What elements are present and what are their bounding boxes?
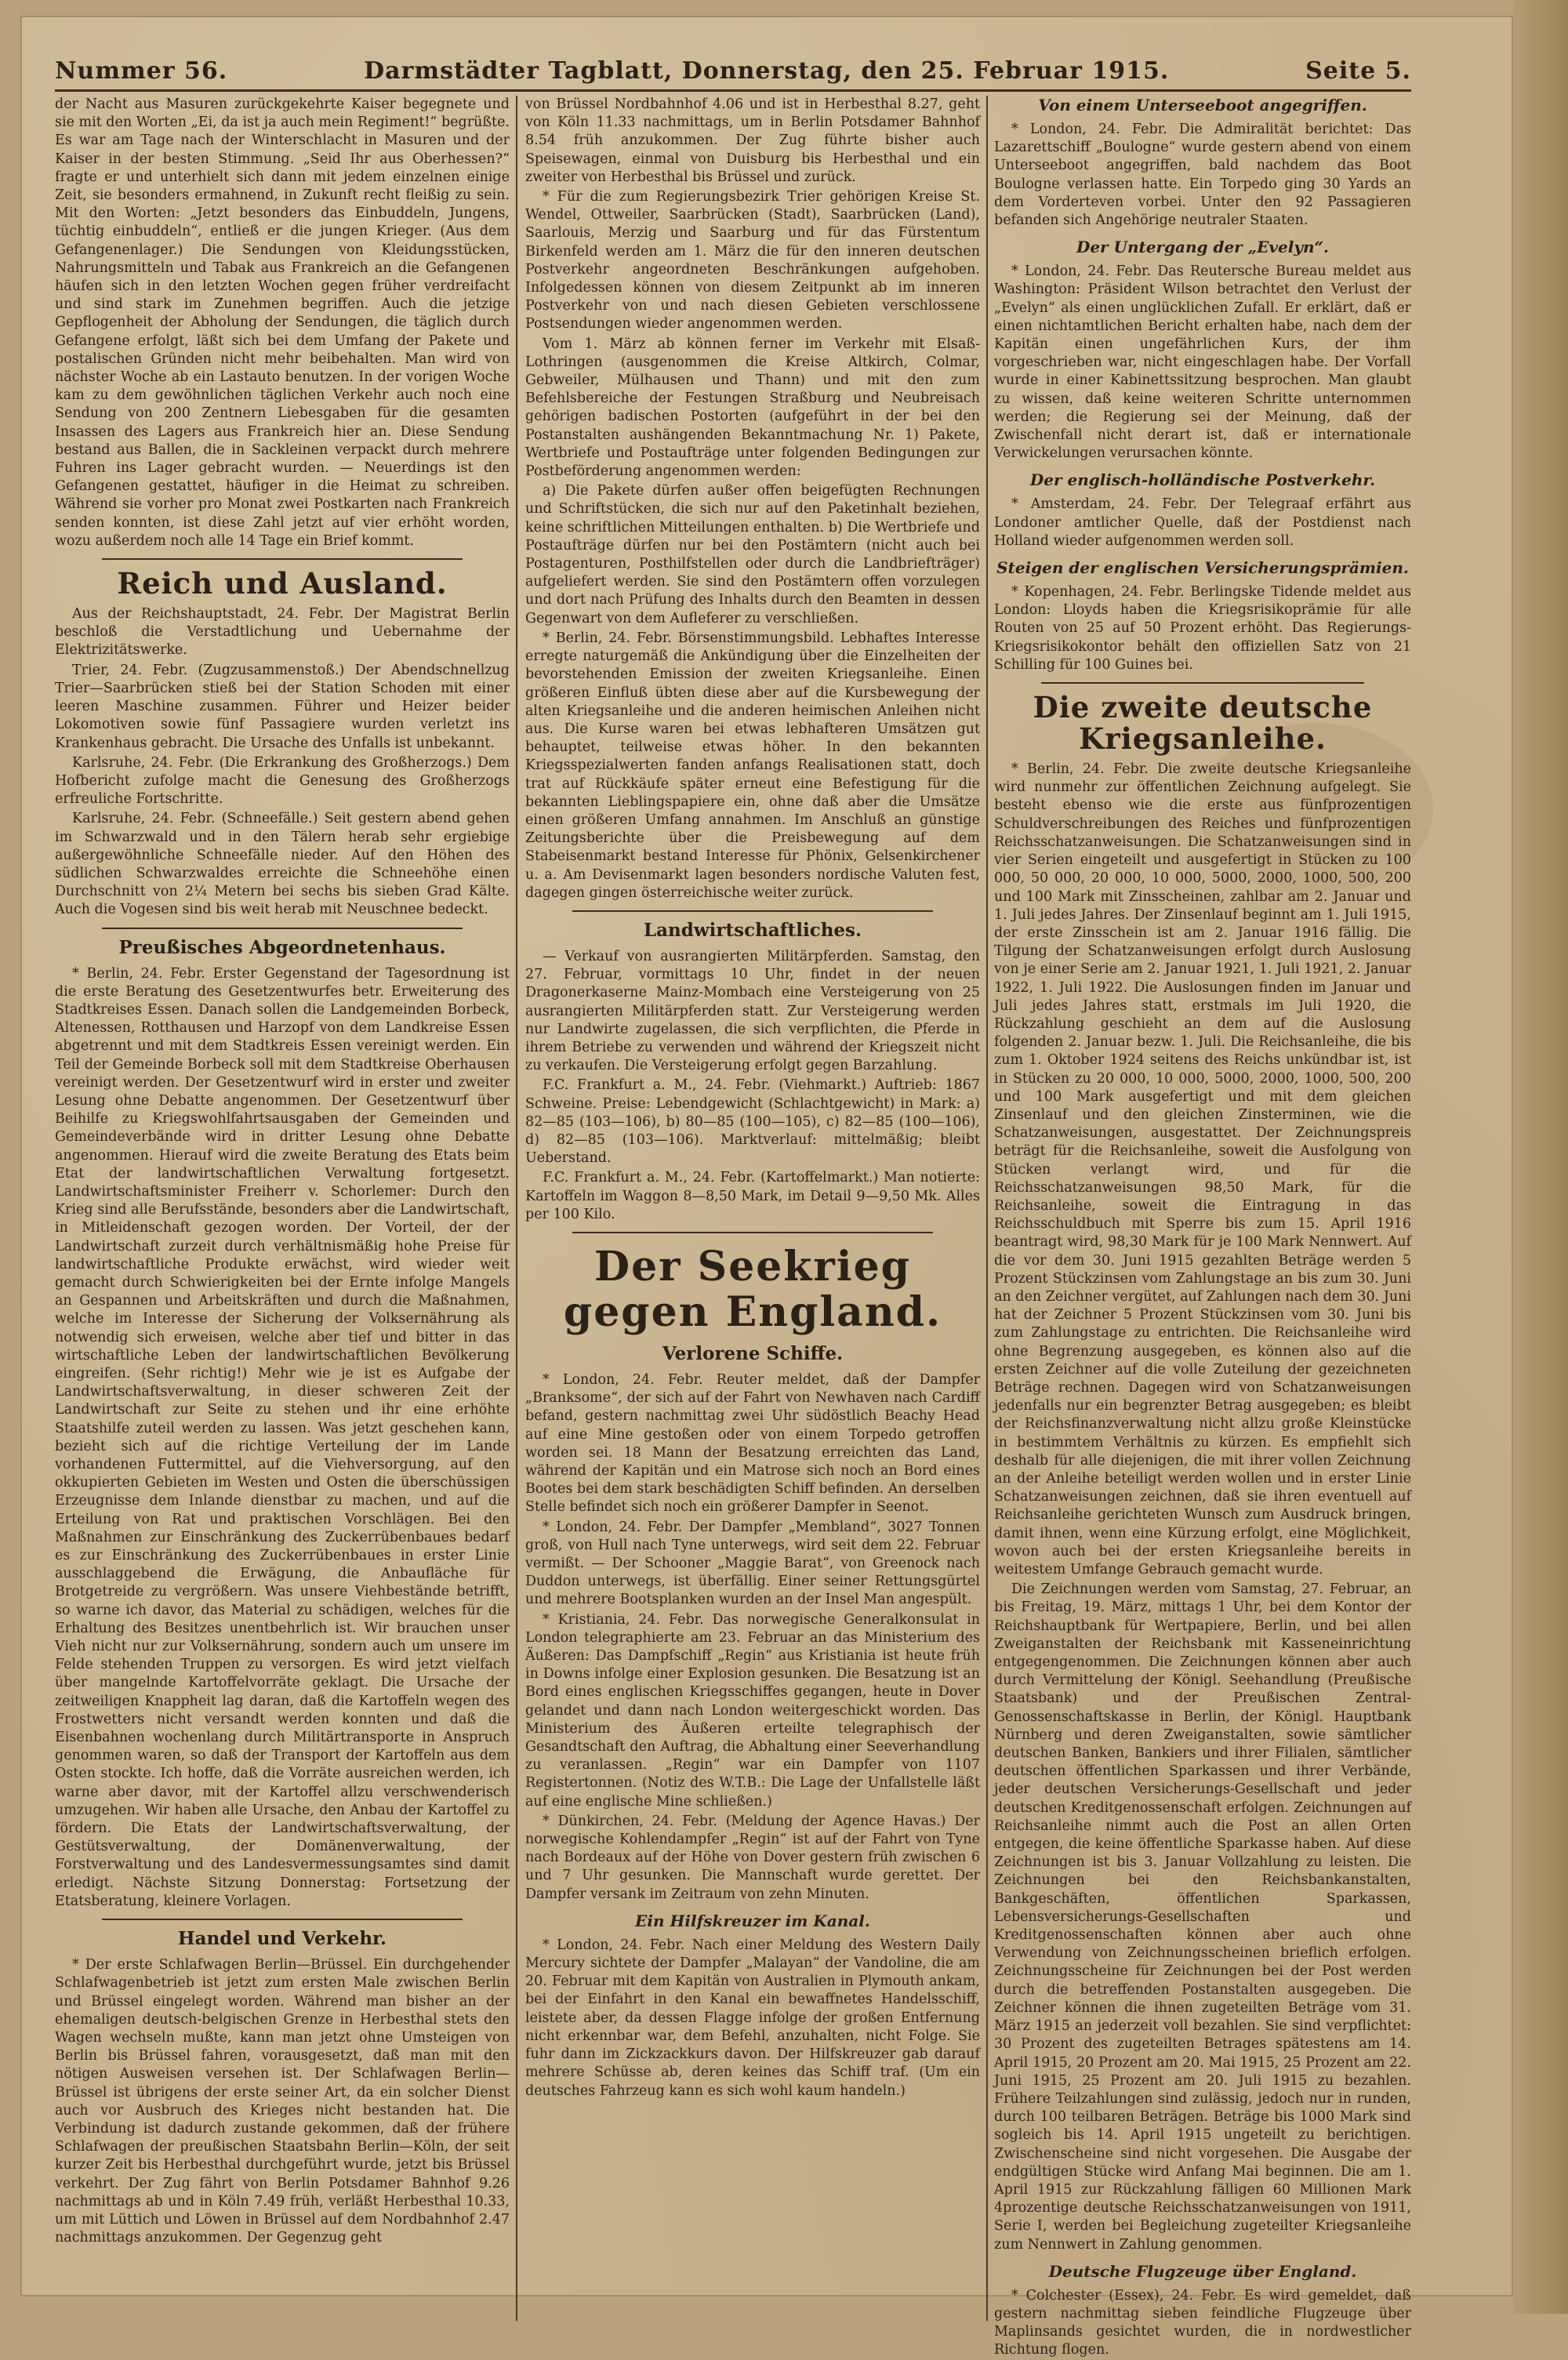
- newspaper-title-line: Darmstädter Tagblatt, Donnerstag, den 25. Februar 1915.: [364, 56, 1170, 85]
- article-paragraph: * Für die zum Regierungsbezirk Trier gehörigen Kreise St. Wendel, Ottweiler, Saarbrücken (Stadt), Saarbrücken (Land), Saarlouis, Merzig und Saarburg und für das Fürstentum Birkenfeld werden am 1. März die für den inneren deutschen Postverkehr angeordneten Beschränkungen aufgehoben. Infolgedessen können von diesem Zeitpunkt ab im inneren Postverkehr von und nach diesen Gebieten verschlossene Postsendungen wieder angenommen werden.: [525, 189, 980, 332]
- section-rule: [102, 558, 463, 560]
- article-paragraph: von Brüssel Nordbahnhof 4.06 und ist in Herbesthal 8.27, geht von Köln 11.33 nachmittags, um in Berlin Potsdamer Bahnhof 8.54 früh anzukommen. Der Zug führte bisher auch Speisewagen, einmal von Duisburg bis Herbesthal und ein zweiter von Herbesthal bis Brüssel und zurück.: [525, 96, 980, 185]
- section-heading-kriegsanleihe: Die zweite deutsche Kriegsanleihe.: [1033, 690, 1373, 757]
- article-paragraph: Die Zeichnungen werden vom Samstag, 27. Februar, an bis Freitag, 19. März, mittags 1 Uhr, bei dem Kontor der Reichshauptbank für Wertpapiere, Berlin, und bei allen Zweiganstalten der Reichsbank mit Kasseneinrichtung entgegengenommen. Die Zeichnungen können aber auch durch Vermittelung der Königl. Seehandlung (Preußische Staatsbank) und der Preußischen Zentral-Genossenschaftskasse in Berlin, der Königl. Hauptbank Nürnberg und deren Zweiganstalten, sowie sämtlicher deutschen Banken, Bankiers und ihrer Filialen, sämtlicher deutschen öffentlichen Sparkassen und ihrer Verbände, jeder deutschen Versicherungs-Gesellschaft und jeder deutschen Kreditgenossenschaft erfolgen. Zeichnungen auf Reichsanleihe nimmt auch die Post an allen Orten entgegen, die keine öffentliche Sparkasse haben. Auf diese Zeichnungen ist bis 3. Januar Vollzahlung zu leisten. Die Zeichnungen bei den Reichsbankanstalten, Bankgeschäften, öffentlichen Sparkassen, Lebensversicherungs-Gesellschaften und Kreditgenossenschaften können aber auch ohne Verwendung von Zeichnungsscheinen brieflich erfolgen. Zeichnungsscheine für Zeichnungen bei der Post werden durch die betreffenden Postanstalten ausgegeben. Die Zeichner können die ihnen zugeteilten Beträge vom 31. März 1915 an jederzeit voll bezahlen. Sie sind verpflichtet: 30 Prozent des zugeteilten Betrages spätestens am 14. April 1915, 20 Prozent am 20. Mai 1915, 25 Prozent am 22. Juni 1915, 25 Prozent am 20. Juli 1915 zu bezahlen. Frühere Teilzahlungen sind zulässig, jedoch nur in runden, durch 100 teilbaren Beträgen. Beträge bis 1000 Mark sind sogleich bis 14. April 1915 ungeteilt zu berichtigen. Zwischenscheine sind nicht vorgesehen. Die Ausgabe der endgültigen Stücke wird Anfang Mai beginnen. Die am 1. April 1915 zur Rückzahlung fälligen 60 Millionen Mark 4prozentige deutsche Reichsschatzanweisungen von 1911, Serie I, werden bei Begleichung zugeteilter Kriegsanleihe zum Nennwert in Zahlung genommen.: [994, 1581, 1411, 2253]
- section-heading-reich-und-ausland: Reich und Ausland.: [117, 566, 448, 601]
- section-heading-landwirtschaftliches: Landwirtschaftliches.: [643, 919, 862, 941]
- subheading-evelyn: Der Untergang der „Evelyn“.: [1076, 238, 1329, 257]
- article-paragraph: * Berlin, 24. Febr. Erster Gegenstand der Tagesordnung ist die erste Beratung des Gesetzentwurfes betr. Erweiterung des Stadtkreises Essen. Danach sollen die Landgemeinden Borbeck, Altenessen, Rotthausen und Harzopf von dem Landkreise Essen abgetrennt und mit dem Stadtkreis Essen vereinigt werden. Ein Teil der Gemeinde Borbeck soll mit dem Stadtkreise Oberhausen vereinigt werden. Der Gesetzentwurf wird in erster und zweiter Lesung ohne Debatte angenommen. Der Gesetzentwurf über Beihilfe zu Kriegswohlfahrtsausgaben der Gemeinden und Gemeindeverbände wird in dritter Lesung ohne Debatte angenommen. Hierauf wird die zweite Beratung des Etats beim Etat der landwirtschaftlichen Verwaltung fortgesetzt. Landwirtschaftsminister Freiherr v. Schorlemer: Durch den Krieg sind alle Berufsstände, besonders aber die Landwirtschaft, in Mitleidenschaft gezogen worden. Der Vorteil, der der Landwirtschaft zurzeit durch verhältnismäßig hohe Preise für landwirtschaftliche Produkte erwächst, wird wieder weit gemacht durch Schwierigkeiten bei der Ernte infolge Mangels an Gespannen und Arbeitskräften und durch die Maßnahmen, welche im Interesse der Sicherung der Volksernährung als notwendig sich erweisen, welche aber tief und bitter in das wirtschaftliche Leben der landwirtschaftlichen Bevölkerung eingreifen. (Sehr richtig!) Mehr wie je ist es Aufgabe der Landwirtschaftsverwaltung, in dieser schweren Zeit der Landwirtschaft zur Seite zu stehen und ihr eine erhöhte Staatshilfe zuteil werden zu lassen. Was jetzt geschehen kann, bezieht sich auf die richtige Verteilung der im Lande vorhandenen Futtermittel, auf die Viehversorgung, auf den okkupierten Gebieten im Westen und Osten die überschüssigen Erzeugnisse dem Inlande dienstbar zu machen, und auf die Erteilung von Rat und praktischen Vorschlägen. Bei den Maßnahmen zur Einschränkung des Zuckerrübenbaues bedarf es zur Einschränkung des Zuckerrübenbaues in erster Linie ausschlaggebend die Erwägung, die Anbaufläche für Brotgetreide zu vergrößern. Was unsere Viehbestände betrifft, so warne ich davor, das Material zu schädigen, welches für die Erhaltung des Besitzes unentbehrlich ist. Wir brauchen unser Vieh nicht nur zur Volksernährung, sondern auch um unsere im Felde stehenden Truppen zu versorgen. Es wird jetzt vielfach über mangelnde Kartoffelvorräte geklagt. Die Ursache der zeitweiligen Knappheit lag daran, daß die Kartoffeln wegen des Frostwetters nicht versandt werden konnten und daß die Eisenbahnen wochenlang durch Militärtransporte in Anspruch genommen waren, so daß der Transport der Kartoffeln aus dem Osten stockte. Ich hoffe, daß die Vorräte ausreichen werden, ich warne aber davor, mit der Kartoffel allzu verschwenderisch umzugehen. Wir haben alle Ursache, den Anbau der Kartoffel zu fördern. Die Etats der Landwirtschaftsverwaltung, der Gestütsverwaltung, der Domänenverwaltung, der Forstverwaltung und des Landesvermessungsamtes sind damit erledigt. Nächste Sitzung Donnerstag: Fortsetzung der Etatsberatung, kleinere Vorlagen.: [55, 965, 510, 1909]
- section-heading-seekrieg: Der Seekrieg gegen England.: [563, 1242, 942, 1336]
- section-rule: [572, 1232, 933, 1233]
- section-heading-abgeordnetenhaus: Preußisches Abgeordnetenhaus.: [118, 936, 446, 958]
- article-paragraph: — Verkauf von ausrangierten Militärpferden. Samstag, den 27. Februar, vormittags 10 Uhr, findet in der neuen Dragonerkaserne Mainz-Mombach eine Versteigerung von 25 ausrangierten Militärpferden statt. Zur Versteigerung werden nur Landwirte zugelassen, die sich verpflichten, die Pferde in ihrem Betriebe zu verwenden und während der Kriegszeit nicht zu verkaufen. Die Versteigerung erfolgt gegen Barzahlung.: [525, 948, 980, 1074]
- page-header: [55, 55, 1411, 86]
- article-paragraph: Aus der Reichshauptstadt, 24. Febr. Der Magistrat Berlin beschloß die Verstadtlichung und Uebernahme der Elektrizitätswerke.: [55, 606, 510, 659]
- subheading-flugzeuge: Deutsche Flugzeuge über England.: [1048, 2261, 1357, 2281]
- article-paragraph: F.C. Frankfurt a. M., 24. Febr. (Viehmarkt.) Auftrieb: 1867 Schweine. Preise: Lebendgewicht (Schlachtgewicht) in Mark: a) 82—85 (103—106), b) 80—85 (100—105), c) 82—85 (100—106), d) 82—85 (103—106). Marktverlauf: mittelmäßig; bleibt Ueberstand.: [525, 1077, 980, 1167]
- section-rule: [102, 928, 463, 929]
- article-paragraph: * Kopenhagen, 24. Febr. Berlingske Tidende meldet aus London: Lloyds haben die Kriegsrisikoprämie für alle Routen von 25 auf 50 Prozent erhöht. Das Regierungs-Kriegsrisikokontor behält den offiziellen Satz von 21 Schilling für 100 Guines bei.: [994, 584, 1411, 673]
- section-rule: [1041, 682, 1364, 684]
- article-paragraph: * London, 24. Febr. Reuter meldet, daß der Dampfer „Branksome“, der sich auf der Fahrt von Newhaven nach Cardiff befand, gestern nachmittag zwei Uhr südöstlich Beachy Head auf eine Mine gestoßen oder von einem Torpedo getroffen worden sei. 18 Mann der Besatzung erreichten das Land, während der Kapitän und ein Matrose sich noch an Bord eines Bootes bei dem stark beschädigten Schiff befinden. An derselben Stelle befindet sich noch ein größerer Dampfer in Seenot.: [525, 1371, 980, 1516]
- article-paragraph: * Der erste Schlafwagen Berlin—Brüssel. Ein durchgehender Schlafwagenbetrieb ist jetzt zum ersten Male zwischen Berlin und Brüssel eingelegt worden. Während man bisher an der ehemaligen deutsch-belgischen Grenze in Herbesthal stets den Wagen wechseln mußte, kann man jetzt ohne Umsteigen von Berlin bis Brüssel fahren, vorausgesetzt, daß man mit den nötigen Ausweisen versehen ist. Der Schlafwagen Berlin—Brüssel ist übrigens der erste seiner Art, da ein solcher Dienst auch vor Ausbruch des Krieges nicht bestanden hat. Die Verbindung ist dadurch zustande gekommen, daß der frühere Schlafwagen der preußischen Staatsbahn Berlin—Köln, der seit kurzer Zeit bis Herbesthal durchgeführt wurde, jetzt bis Brüssel verkehrt. Der Zug fährt von Berlin Potsdamer Bahnhof 9.26 nachmittags ab und in Köln 7.49 früh, verläßt Herbesthal 10.33, um mit Lüttich und Löwen in Brüssel auf dem Nordbahnhof 2.47 nachmittags anzukommen. Der Gegenzug geht: [55, 1957, 510, 2246]
- article-paragraph: * Kristiania, 24. Febr. Das norwegische Generalkonsulat in London telegraphierte am 23. Februar an das Ministerium des Äußeren: Das Dampfschiff „Regin“ aus Kristiania ist heute früh in Downs infolge einer Explosion gesunken. Die Besatzung ist an Bord eines englischen Kriegsschiffes gegangen, heute in Dover gelandet und dann nach London weitergeschickt worden. Das Ministerium des Äußeren erteilte telegraphisch der Gesandtschaft den Auftrag, die Abhaltung einer Seeverhandlung zu veranlassen. „Regin“ war ein Dampfer von 1107 Registertonnen. (Notiz des W.T.B.: Die Lage der Unfallstelle läßt auf eine englische Mine schließen.): [525, 1611, 980, 1810]
- article-paragraph: * London, 24. Febr. Die Admiralität berichtet: Das Lazarettschiff „Boulogne“ wurde gestern abend von einem Unterseeboot angegriffen, bald nachdem das Boot Boulogne verlassen hatte. Ein Torpedo ging 30 Yards an dem Vorderteven vorbei. Unter den 92 Passagieren befanden sich Angehörige neutraler Staaten.: [994, 122, 1411, 229]
- article-paragraph: F.C. Frankfurt a. M., 24. Febr. (Kartoffelmarkt.) Man notierte: Kartoffeln im Waggon 8—8,50 Mark, im Detail 9—9,50 Mk. Alles per 100 Kilo.: [525, 1170, 980, 1222]
- article-paragraph: * Dünkirchen, 24. Febr. (Meldung der Agence Havas.) Der norwegische Kohlendampfer „Regin“ ist auf der Fahrt von Tyne nach Bordeaux auf der Höhe von Dover gestern früh zwischen 6 und 7 Uhr gesunken. Die Mannschaft wurde gerettet. Der Dampfer versank im Zeitraum von zehn Minuten.: [525, 1813, 980, 1902]
- header-rule: [55, 89, 1411, 92]
- article-paragraph: der Nacht aus Masuren zurückgekehrte Kaiser begegnete und sie mit den Worten „Ei, da ist ja auch mein Regiment!“ begrüßte. Es war am Tage nach der Winterschlacht in Masuren und der Kaiser in der besten Stimmung. „Seid Ihr aus Oberhessen?“ fragte er und unterhielt sich dann mit jedem einzelnen einige Zeit, sie besonders ermahnend, in Zukunft recht fleißig zu sein. Mit den Worten: „Jetzt besonders das Einbuddeln, Jungens, tüchtig einbuddeln“, entließ er die jungen Krieger. (Aus dem Gefangenenlager.) Die Sendungen von Kleidungsstücken, Nahrungsmitteln und Tabak aus Frankreich an die Gefangenen häufen sich in den letzten Wochen gegen früher verdreifacht und sind stark im Zunehmen begriffen. Auch die jetzige Gepflogenheit der Abholung der Sendungen, die täglich durch Gefangene erfolgt, läßt sich bei dem Umfang der Pakete und postalischen Gründen nicht mehr beibehalten. Man wird von nächster Woche ab ein Lastauto benutzen. In der vorigen Woche kam zu dem gewöhnlichen täglichen Verkehr auch noch eine Sendung von 200 Zentnern Liebesgaben für die gesamten Insassen des Lagers aus Frankreich hier an. Diese Sendung bestand aus Ballen, die in Sackleinen verpackt durch mehrere Fuhren ins Lager gebracht wurden. — Neuerdings ist den Gefangenen gestattet, häufiger in die Heimat zu schreiben. Während sie vorher pro Monat zwei Postkarten nach Frankreich senden konnten, ist diese Zahl jetzt auf vier erhöht worden, wozu außerdem noch alle 14 Tage ein Brief kommt.: [55, 96, 510, 549]
- article-paragraph: * Colchester (Essex), 24. Febr. Es wird gemeldet, daß gestern nachmittag sieben feindliche Flugzeuge über Maplinsands gesichtet wurden, die in nordwestlicher Richtung flogen.: [994, 2287, 1411, 2358]
- subheading-hilfskreuzer: Ein Hilfskreuzer im Kanal.: [635, 1911, 870, 1930]
- page-edge-shadow: [1513, 0, 1568, 2314]
- article-paragraph: a) Die Pakete dürfen außer offen beigefügten Rechnungen und Schriftstücken, die sich nur auf den Paketinhalt beziehen, keine schriftlichen Mitteilungen enthalten. b) Die Wertbriefe und Postaufträge dürfen nur bei den Postämtern (nicht auch bei Postagenturen, Posthilfstellen oder durch die Landbriefträger) aufgeliefert werden. Sie sind den Postämtern offen vorzulegen und dort nach Prüfung des Inhalts durch den Beamten in dessen Gegenwart von dem Aufleferer zu verschließen.: [525, 483, 980, 626]
- column-1: [55, 96, 510, 2329]
- subheading-versicherungspraemien: Steigen der englischen Versicherungsprämien.: [996, 558, 1409, 578]
- article-paragraph: Vom 1. März ab können ferner im Verkehr mit Elsaß-Lothringen (ausgenommen die Kreise Altkirch, Colmar, Gebweiler, Mülhausen und Thann) und mit den zum Befehlsbereiche der Festungen Straßburg und Neubreisach gehörigen badischen Postorten (aufgeführt in der bei den Postanstalten aushängenden Bekanntmachung Nr. 1) Pakete, Wertbriefe und Postaufträge unter folgenden Bedingungen zur Postbeförderung angenommen werden:: [525, 336, 980, 480]
- column-divider: [986, 96, 988, 2321]
- article-paragraph: * London, 24. Febr. Nach einer Meldung des Western Daily Mercury sichtete der Dampfer „Malayan“ der Vandoline, die am 20. Februar mit dem Kapitän von Australien in Plymouth ankam, bei der Einfahrt in den Kanal ein bewaffnetes Handelsschiff, leistete aber, da dessen Flagge infolge der großen Entfernung nicht erkennbar war, dem Befehl, anzuhalten, nicht Folge. Sie fuhr dann im Zickzackkurs davon. Der Hilfskreuzer gab darauf mehrere Schüsse ab, deren keines das Schiff traf. (Um ein deutsches Fahrzeug kann es sich wohl kaum handeln.): [525, 1937, 980, 2099]
- column-3: [994, 96, 1411, 2358]
- article-paragraph: * Berlin, 24. Febr. Börsenstimmungsbild. Lebhaftes Interesse erregte naturgemäß die Ankündigung über die Einzelheiten der bevorstehenden Emission der zweiten Kriegsanleihe. Einen größeren Einfluß übten diese aber auf die Kursbewegung der alten Kriegsanleihe und die anderen heimischen Anleihen nicht aus. Die Kurse waren bei etwas lebhafteren Umsätzen gut behauptet, teilweise etwas höher. In den bekannten Kriegsspezialwerten fanden anfangs Realisationen statt, doch trat auf Rückkäufe später erneut eine Befestigung für die bekannten Lieblingspapiere ein, ohne daß aber die Umsätze einen größeren Umfang annahmen. Im Anschluß an günstige Zeitungsberichte über die Preisbewegung auf dem Stabeisenmarkt bestand Interesse für Phönix, Gelsenkirchener u. a. Am Devisenmarkt lagen besonders nordische Valuten fest, dagegen gingen österreichische weiter zurück.: [525, 630, 980, 901]
- article-paragraph: * Berlin, 24. Febr. Die zweite deutsche Kriegsanleihe wird nunmehr zur öffentlichen Zeichnung aufgelegt. Sie besteht ebenso wie die erste aus fünfprozentigen Schuldverschreibungen des Reiches und fünfprozentigen Reichsschatzanweisungen. Die Schatzanweisungen sind in vier Serien eingeteilt und ausgefertigt in Stücken zu 100 000, 50 000, 20 000, 10 000, 5000, 2000, 1000, 500, 200 und 100 Mark mit Zinsscheinen, zahlbar am 2. Januar und 1. Juli jedes Jahres. Der Zinsenlauf beginnt am 1. Juli 1915, der erste Zinsschein ist am 2. Januar 1916 fällig. Die Tilgung der Schatzanweisungen erfolgt durch Auslosung von je einer Serie am 2. Januar 1921, 1. Juli 1921, 2. Januar 1922, 1. Juli 1922. Die Auslosungen finden im Januar und Juli jedes Jahres statt, erstmals im Juli 1920, die Rückzahlung geschieht an dem auf die Auslosung folgenden 2. Januar bezw. 1. Juli. Die Reichsanleihe, die bis zum 1. Oktober 1924 seitens des Reichs unkündbar ist, ist in Stücken zu 20 000, 10 000, 5000, 2000, 1000, 500, 200 und 100 Mark ausgefertigt und mit dem gleichen Zinsenlauf und den gleichen Zinsterminen, wie die Schatzanweisungen, ausgestattet. Der Zeichnungspreis beträgt für die Reichsanleihe, soweit die Ausfolgung von Stücken verlangt wird, und für die Reichsschatzanweisungen 98,50 Mark, für die Reichsanleihe, soweit die Eintragung in das Reichsschuldbuch mit Sperre bis zum 15. April 1916 beantragt wird, 98,30 Mark für je 100 Mark Nennwert. Auf die vor dem 30. Juni 1915 gezahlten Beträge werden 5 Prozent Stückzinsen vom Zahlungstage an bis zum 30. Juni an den Zeichner vergütet, auf Zahlungen nach dem 30. Juni hat der Zeichner 5 Prozent Stückzinsen vom 30. Juni bis zum Zahlungstage zu entrichten. Die Reichsanleihe wird ohne Begrenzung ausgegeben, es können also auf die ersten Zeichner auf die volle Zuteilung der gezeichneten Beträge rechnen. Dagegen wird von Schatzanweisungen jedenfalls nur ein begrenzter Betrag ausgegeben; es bleibt der Reichsfinanzverwaltung nicht allzu große Kleinstücke in bestimmtem Verhältnis zu kürzen. Es empfiehlt sich deshalb für alle diejenigen, die mit ihrer vollen Zeichnung an der Anleihe beteiligt werden wollen und in erster Linie Schatzanweisungen zeichnen, daß sie ihren eventuell auf Reichsanleihe gerichteten Wunsch zum Ausdruck bringen, damit ihnen, wenn eine Kürzung erfolgt, eine Möglichkeit, wovon auch bei der ersten Kriegsanleihe bereits in weitestem Umfange Gebrauch gemacht wurde.: [994, 761, 1411, 1578]
- page-number: Seite 5.: [1305, 56, 1411, 85]
- subheading-verlorene-schiffe: Verlorene Schiffe.: [662, 1342, 844, 1364]
- subheading-postverkehr: Der englisch-holländische Postverkehr.: [1029, 470, 1376, 490]
- article-paragraph: * London, 24. Febr. Das Reutersche Bureau meldet aus Washington: Präsident Wilson betrachtet den Verlust der „Evelyn“ als einen unglücklichen Zufall. Er erklärt, daß er einen nichtamtlichen Bericht erhalten habe, nach dem der Kapitän einen ungefährlichen Kurs, der ihm vorgeschrieben war, nicht eingeschlagen habe. Der Vorfall wurde in einer Kabinettssitzung besprochen. Man glaubt zu wissen, daß keine weiteren Schritte unternommen werden; die Regierung sei der Meinung, daß der Zwischenfall nicht derart ist, daß er internationale Verwickelungen verursachen könnte.: [994, 263, 1411, 462]
- column-divider: [516, 96, 517, 2321]
- column-2: [525, 96, 980, 2329]
- issue-number: Nummer 56.: [55, 56, 228, 85]
- section-heading-handel-und-verkehr: Handel und Verkehr.: [177, 1928, 387, 1950]
- subheading-unterseeboot: Von einem Unterseeboot angegriffen.: [1038, 96, 1367, 114]
- article-paragraph: Karlsruhe, 24. Febr. (Die Erkrankung des Großherzogs.) Dem Hofbericht zufolge macht die Genesung des Großherzogs erfreuliche Fortschritte.: [55, 754, 510, 808]
- section-rule: [102, 1919, 463, 1920]
- section-rule: [572, 910, 933, 912]
- article-paragraph: Trier, 24. Febr. (Zugzusammenstoß.) Der Abendschnellzug Trier—Saarbrücken stieß bei der Station Schoden mit einer leeren Maschine zusammen. Führer und Heizer beider Lokomotiven sowie fünf Passagiere wurden verletzt ins Krankenhaus gebracht. Die Ursache des Unfalls ist unbekannt.: [55, 662, 510, 751]
- article-paragraph: Karlsruhe, 24. Febr. (Schneefälle.) Seit gestern abend gehen im Schwarzwald und in den Tälern herab sehr ergiebige außergewöhnliche Schneefälle nieder. Auf den Höhen des südlichen Schwarzwaldes erreichte die Schneehöhe einen Durchschnitt von 2¼ Metern bei sechs bis sieben Grad Kälte. Auch die Vogesen sind bis weit herab mit Neuschnee bedeckt.: [55, 811, 510, 918]
- article-paragraph: * London, 24. Febr. Der Dampfer „Membland“, 3027 Tonnen groß, von Hull nach Tyne unterwegs, wird seit dem 22. Februar vermißt. — Der Schooner „Maggie Barat“, von Greenock nach Duddon unterwegs, ist überfällig. Einer seiner Rettungsgürtel und mehrere Bootsplanken wurden an der Insel Man angespült.: [525, 1519, 980, 1608]
- article-paragraph: * Amsterdam, 24. Febr. Der Telegraaf erfährt aus Londoner amtlicher Quelle, daß der Postdienst nach Holland wieder aufgenommen werden soll.: [994, 496, 1411, 549]
